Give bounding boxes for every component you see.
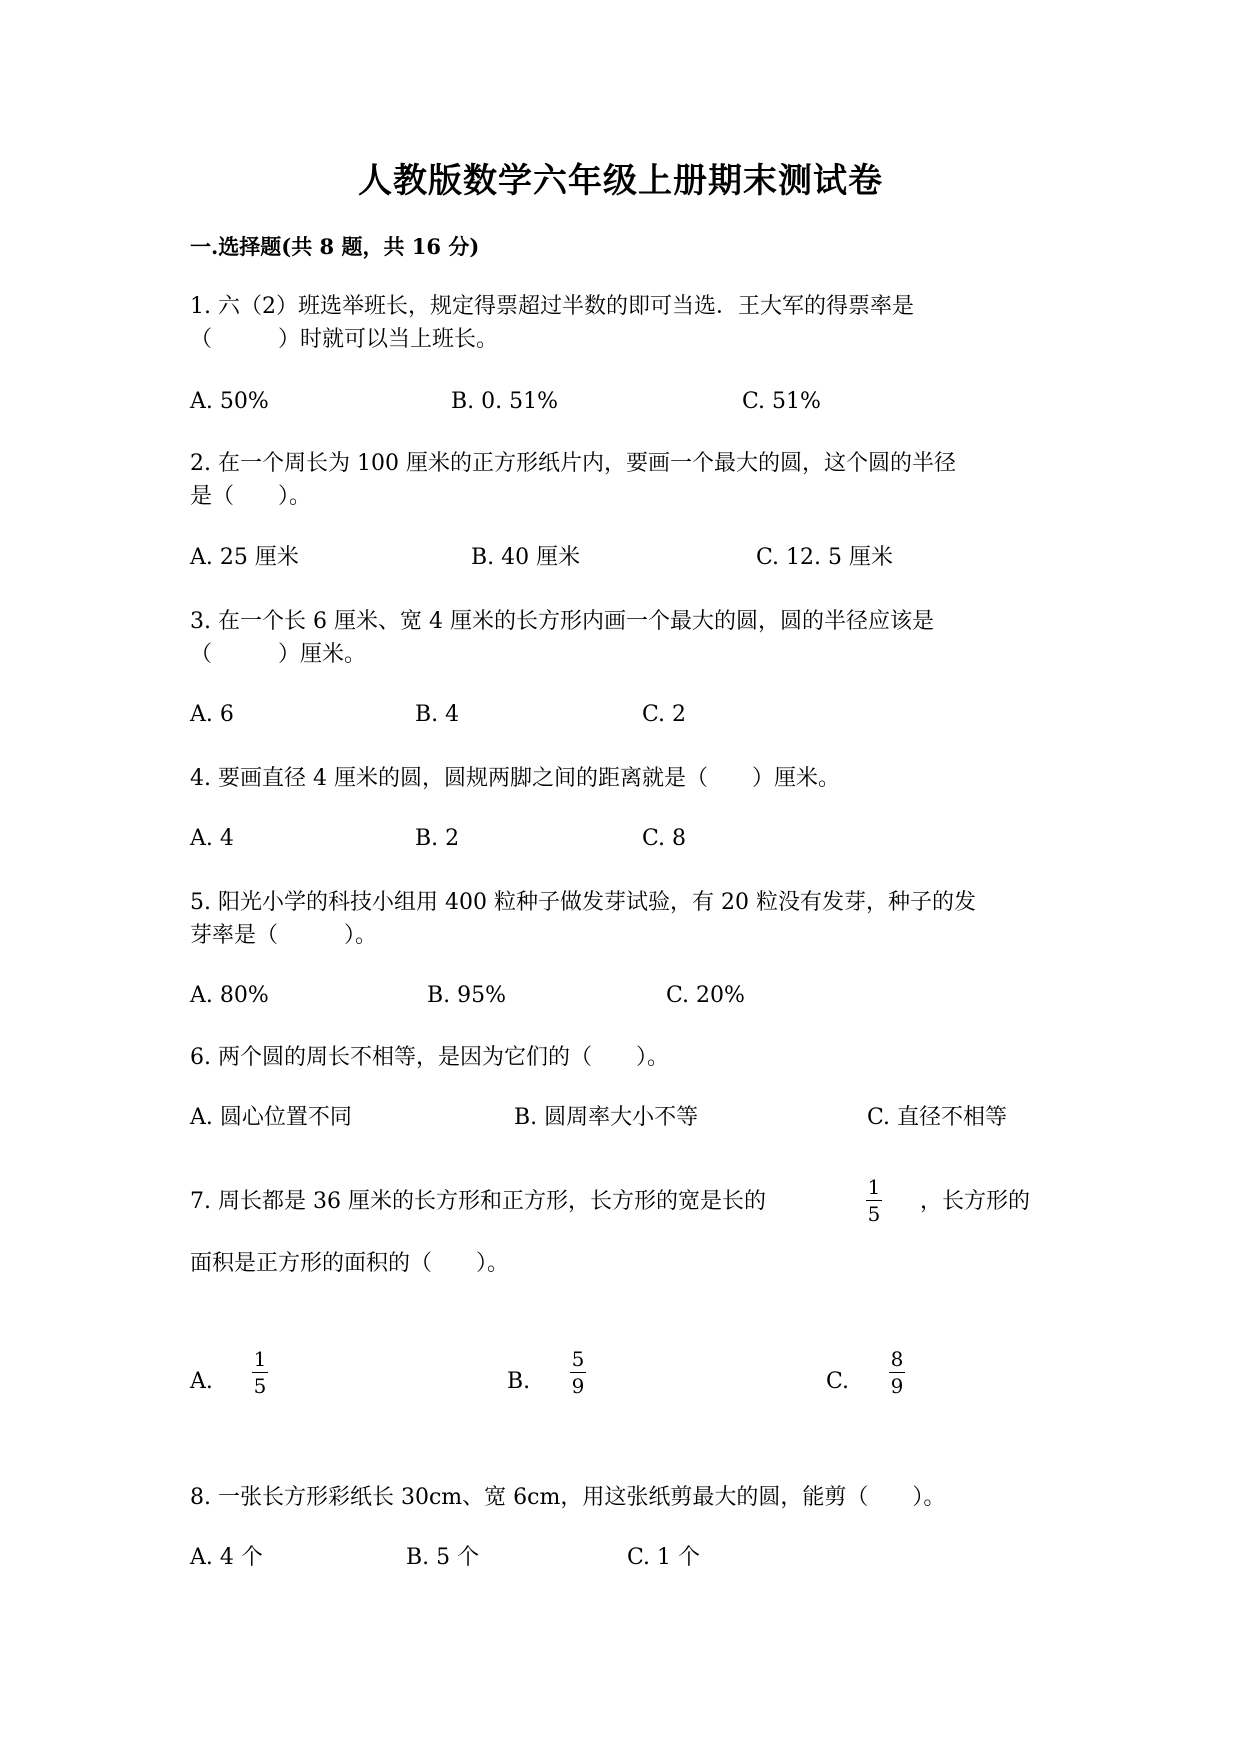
question-1-text-line1: 1. 六（2）班选举班长，规定得票超过半数的即可当选．王大军的得票率是 bbox=[190, 294, 914, 319]
fraction-numerator: 1 bbox=[867, 1175, 881, 1199]
question-3-text-line2: （ ）厘米。 bbox=[190, 642, 367, 667]
question-3-text-line1: 3. 在一个长 6 厘米、宽 4 厘米的长方形内画一个最大的圆，圆的半径应该是 bbox=[190, 609, 934, 634]
fraction-denominator: 5 bbox=[253, 1374, 267, 1398]
question-8-option-a: A. 4 个 bbox=[190, 1545, 263, 1570]
question-7-option-c-label: C. bbox=[826, 1369, 850, 1394]
question-1-option-a: A. 50% bbox=[190, 389, 269, 414]
question-6-option-c: C. 直径不相等 bbox=[867, 1105, 1008, 1130]
question-5-option-b: B. 95% bbox=[427, 983, 507, 1008]
question-6-option-a: A. 圆心位置不同 bbox=[190, 1105, 352, 1130]
question-8-option-c: C. 1 个 bbox=[627, 1545, 701, 1570]
question-3-option-c: C. 2 bbox=[642, 702, 687, 727]
question-7-text-line1a: 7. 周长都是 36 厘米的长方形和正方形，长方形的宽是长的 bbox=[190, 1189, 766, 1214]
question-2-option-c: C. 12. 5 厘米 bbox=[756, 545, 894, 570]
question-1-option-c: C. 51% bbox=[742, 389, 821, 414]
fraction-denominator: 5 bbox=[867, 1202, 881, 1226]
question-3-option-b: B. 4 bbox=[415, 702, 460, 727]
question-5-text-line2: 芽率是（ ）。 bbox=[190, 923, 378, 948]
question-7-option-b-label: B. bbox=[507, 1369, 531, 1394]
question-8-text: 8. 一张长方形彩纸长 30cm、宽 6cm，用这张纸剪最大的圆，能剪（ ）。 bbox=[190, 1485, 946, 1510]
fraction-bar bbox=[889, 1372, 905, 1373]
question-5-option-a: A. 80% bbox=[190, 983, 269, 1008]
question-4-option-b: B. 2 bbox=[415, 826, 460, 851]
question-2-text-line1: 2. 在一个周长为 100 厘米的正方形纸片内，要画一个最大的圆，这个圆的半径 bbox=[190, 451, 956, 476]
question-7-option-a-fraction bbox=[252, 1348, 268, 1397]
question-1-option-b: B. 0. 51% bbox=[451, 389, 559, 414]
question-5-option-c: C. 20% bbox=[666, 983, 745, 1008]
question-6-text: 6. 两个圆的周长不相等，是因为它们的（ ）。 bbox=[190, 1045, 669, 1070]
question-8-option-b: B. 5 个 bbox=[406, 1545, 480, 1570]
question-2-option-b: B. 40 厘米 bbox=[471, 545, 581, 570]
question-1-text-line2: （ ）时就可以当上班长。 bbox=[190, 327, 499, 352]
section-heading: 一.选择题(共 8 题，共 16 分) bbox=[190, 234, 480, 259]
fraction-numerator: 8 bbox=[890, 1347, 904, 1371]
page-title: 人教版数学六年级上册期末测试卷 bbox=[358, 161, 883, 201]
question-3-option-a: A. 6 bbox=[190, 702, 234, 727]
question-7-fraction bbox=[866, 1176, 882, 1225]
question-4-text: 4. 要画直径 4 厘米的圆，圆规两脚之间的距离就是（ ）厘米。 bbox=[190, 766, 840, 791]
fraction-denominator: 9 bbox=[571, 1374, 585, 1398]
question-7-option-a-label: A. bbox=[190, 1369, 213, 1394]
question-4-option-a: A. 4 bbox=[190, 826, 234, 851]
question-7-text-line2: 面积是正方形的面积的（ ）。 bbox=[190, 1251, 510, 1276]
question-7-option-b-fraction bbox=[570, 1348, 586, 1397]
fraction-denominator: 9 bbox=[890, 1374, 904, 1398]
fraction-bar bbox=[866, 1200, 882, 1201]
fraction-bar bbox=[570, 1372, 586, 1373]
question-7-option-c-fraction bbox=[889, 1348, 905, 1397]
fraction-numerator: 5 bbox=[571, 1347, 585, 1371]
question-7-text-line1b: ，长方形的 bbox=[920, 1189, 1031, 1214]
question-2-text-line2: 是（ ）。 bbox=[190, 484, 312, 509]
question-6-option-b: B. 圆周率大小不等 bbox=[514, 1105, 699, 1130]
question-4-option-c: C. 8 bbox=[642, 826, 687, 851]
fraction-bar bbox=[252, 1372, 268, 1373]
question-2-option-a: A. 25 厘米 bbox=[190, 545, 299, 570]
question-5-text-line1: 5. 阳光小学的科技小组用 400 粒种子做发芽试验，有 20 粒没有发芽，种子的发 bbox=[190, 890, 976, 915]
fraction-numerator: 1 bbox=[253, 1347, 267, 1371]
